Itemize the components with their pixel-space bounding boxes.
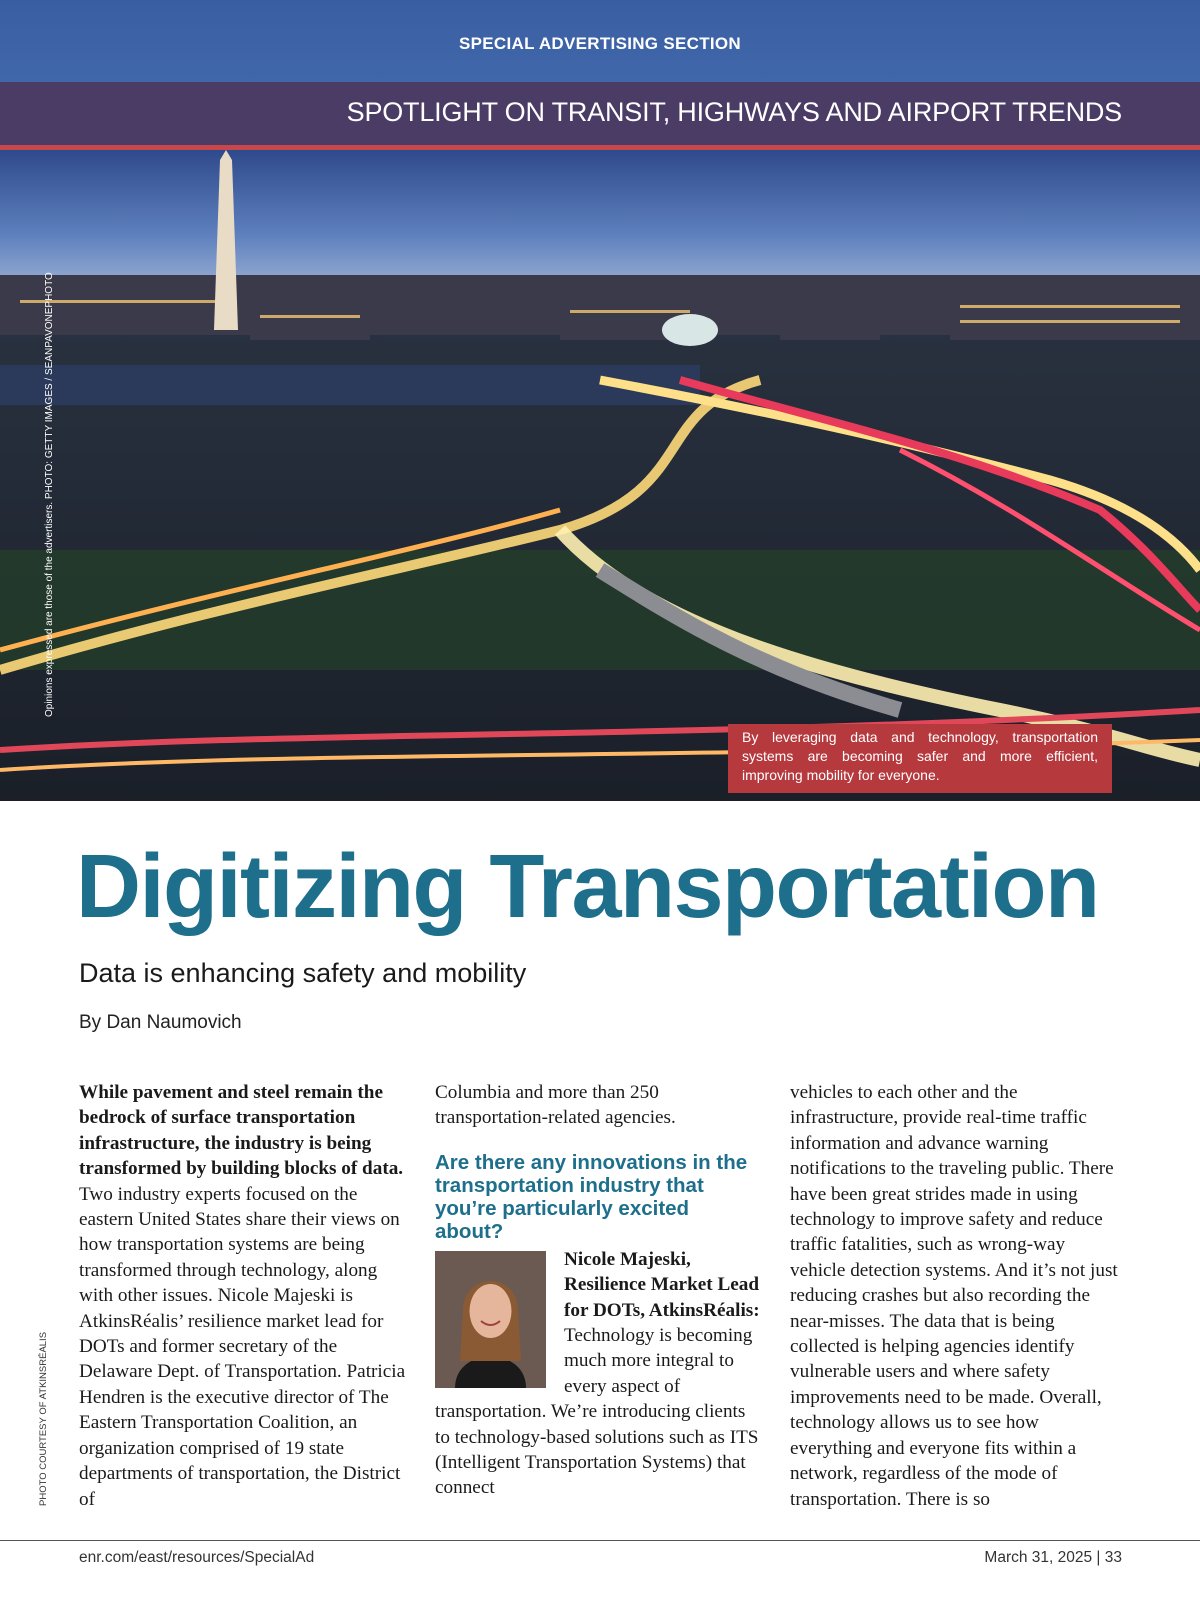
hero-caption: By leveraging data and technology, transportation systems are becoming safer and more efficient, improving mobility for everyone. xyxy=(728,724,1112,793)
speaker-name: Nicole Majeski, Resilience Market Lead for DOTs, AtkinsRéalis: xyxy=(564,1248,760,1321)
photo-credit: PHOTO COURTESY OF ATKINSRÉALIS xyxy=(38,1331,49,1506)
col1-paragraph xyxy=(79,1080,408,1512)
byline: By Dan Naumovich xyxy=(79,1012,242,1033)
column-1 xyxy=(79,1080,408,1512)
col1-body: Two industry experts focused on the eastern United States share their views on how transportation systems are being transformed through technology, along with other issues. Nicole Majeski is AtkinsRéalis’ resilience market lead for DOTs and former secretary of the Delaware Dept. of Transportation. Patricia Hendren is the executive director of The Eastern Transportation Coalition, an organization comprised of 19 state departments of transportation, the District of xyxy=(79,1183,406,1510)
footer-rule xyxy=(0,1540,1200,1541)
highway-night-scene xyxy=(0,150,1200,801)
lead-text: While pavement and steel remain the bedrock of surface transportation infrastructure, the industry is being transformed by building blocks of data. xyxy=(79,1082,404,1180)
column-3 xyxy=(790,1080,1120,1512)
column-2 xyxy=(435,1080,762,1501)
article-subtitle: Data is enhancing safety and mobility xyxy=(79,958,527,988)
col2-intro: Columbia and more than 250 transportation-related agencies. xyxy=(435,1082,676,1129)
spotlight-bar xyxy=(0,82,1200,145)
hero-photo xyxy=(0,150,1200,801)
spotlight-title: SPOTLIGHT ON TRANSIT, HIGHWAYS AND AIRPORT TRENDS xyxy=(346,97,1122,127)
col3-paragraph: vehicles to each other and the infrastructure, provide real-time traffic information and advance warning notifications to the traveling public. There have been great strides made in using technology to improve safety and reduce traffic fatalities, such as wrong-way vehicle detection systems. And it’s not just reducing crashes but also recording the near-misses. The data that is being collected is helping agencies identify vulnerable users and where safety improvements need to be made. Overall, technology allows us to see how everything and everyone fits within a network, regardless of the mode of transportation. There is so xyxy=(790,1082,1118,1510)
question-heading: Are there any innovations in the transportation industry that you’re particularly excited about? xyxy=(435,1150,748,1243)
section-label: SPECIAL ADVERTISING SECTION xyxy=(458,34,742,53)
headshot-photo xyxy=(435,1251,546,1388)
footer-url[interactable]: enr.com/east/resources/SpecialAd xyxy=(79,1549,315,1566)
article-title: Digitizing Transportation xyxy=(76,837,1099,937)
footer-date-page: March 31, 2025 | 33 xyxy=(984,1549,1122,1566)
vertical-credit: Opinions expressed are those of the advertisers. PHOTO: GETTY IMAGES / SEANPAVONEPHOTO xyxy=(44,272,55,717)
answer-text: Technology is becoming much more integral to every aspect of transportation. We’re introducing clients to technology-based solutions such as ITS (Intelligent Transportation Systems) that connect xyxy=(435,1325,759,1499)
